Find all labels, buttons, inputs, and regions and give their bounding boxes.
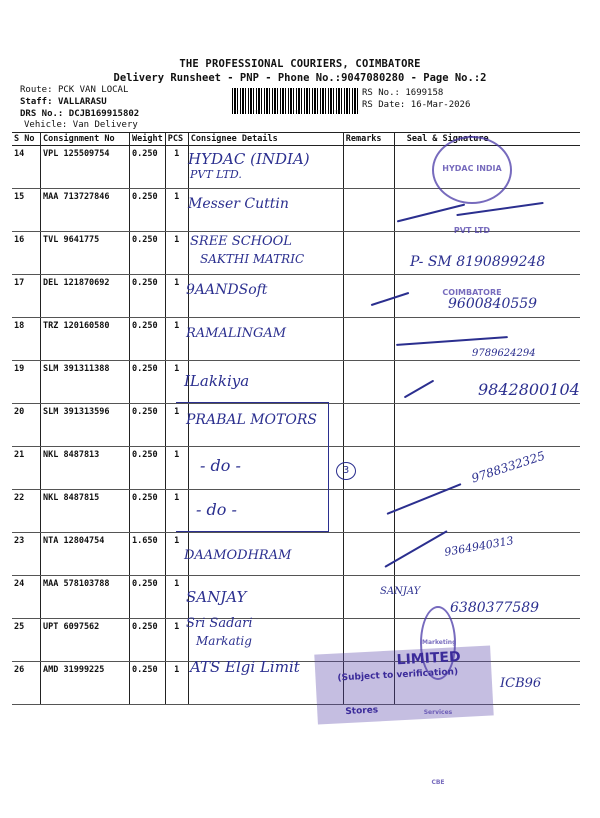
- drs-line: DRS No.: DCJB169915802: [20, 109, 140, 119]
- cell-pcs: 1: [165, 576, 188, 619]
- cell-consignment: AMD 31999225: [41, 662, 130, 705]
- cell-pcs: 1: [165, 232, 188, 275]
- cell-pcs: 1: [165, 404, 188, 447]
- cell-sno: 23: [12, 533, 41, 576]
- runsheet-title: Delivery Runsheet - PNP - Phone No.:9047080280 - Page No.:2: [113, 72, 487, 84]
- cell-pcs: 1: [165, 490, 188, 533]
- cell-consignment: MAA 578103788: [41, 576, 130, 619]
- cell-consignment: DEL 121870692: [41, 275, 130, 318]
- cell-sno: 16: [12, 232, 41, 275]
- hw-phone-16: P- SM 8190899248: [410, 254, 546, 270]
- cell-sno: 24: [12, 576, 41, 619]
- company-title: THE PROFESSIONAL COURIERS, COIMBATORE: [179, 58, 421, 70]
- cell-pcs: 1: [165, 189, 188, 232]
- cell-sno: 20: [12, 404, 41, 447]
- stamp-limited: LIMITED: [396, 649, 462, 669]
- cell-sno: 17: [12, 275, 41, 318]
- hw-phone-18: 9789624294: [472, 348, 536, 359]
- col-weight: Weight: [130, 133, 166, 146]
- cell-signature: [394, 490, 580, 533]
- cell-pcs: 1: [165, 447, 188, 490]
- col-pcs: PCS: [165, 133, 188, 146]
- hw-consignee-14b: PVT LTD.: [190, 168, 242, 181]
- cell-pcs: 1: [165, 361, 188, 404]
- cell-weight: 0.250: [130, 576, 166, 619]
- hw-consignee-17: 9AANDSoft: [186, 282, 268, 298]
- hw-consignee-14: HYDAC (INDIA): [188, 150, 310, 168]
- hw-consignee-16: SREE SCHOOL: [190, 234, 292, 249]
- barcode: [232, 88, 358, 114]
- hw-phone-19: 9842800104: [478, 380, 580, 399]
- cell-remarks: [343, 318, 394, 361]
- col-sno: S No: [12, 133, 41, 146]
- cell-consignment: NKL 8487815: [41, 490, 130, 533]
- cell-consignment: NKL 8487813: [41, 447, 130, 490]
- route-line: Route: PCK VAN LOCAL: [20, 85, 129, 95]
- cell-remarks: [343, 490, 394, 533]
- hw-phone-17: 9600840559: [448, 296, 538, 312]
- cell-consignment: TRZ 120160580: [41, 318, 130, 361]
- cell-remarks: [343, 404, 394, 447]
- hw-consignee-25b: Markatig: [196, 634, 252, 648]
- rs-info: [362, 87, 470, 111]
- cell-weight: 0.250: [130, 275, 166, 318]
- hw-consignee-19: ILakkiya: [184, 372, 250, 390]
- col-signature: Seal & Signature: [394, 133, 580, 146]
- cell-remarks: [343, 576, 394, 619]
- hw-consignee-16b: SAKTHI MATRIC: [200, 252, 305, 266]
- hw-consignee-24: SANJAY: [186, 588, 247, 606]
- cell-sno: 25: [12, 619, 41, 662]
- rs-no: RS No.: 1699158: [362, 88, 444, 98]
- cell-weight: 0.250: [130, 361, 166, 404]
- cell-remarks: [343, 189, 394, 232]
- cell-sno: 26: [12, 662, 41, 705]
- same-consignee-bracket: [176, 402, 329, 532]
- cell-pcs: 1: [165, 146, 188, 189]
- cell-weight: 0.250: [130, 318, 166, 361]
- cell-sno: 15: [12, 189, 41, 232]
- hydac-seal: HYDAC INDIA PVT LTD COIMBATORE: [432, 136, 512, 204]
- cbe-seal: Marketing Services CBE: [420, 606, 456, 680]
- cell-signature: [394, 404, 580, 447]
- col-consignment: Consignment No: [41, 133, 130, 146]
- rs-date: RS Date: 16-Mar-2026: [362, 100, 471, 110]
- hw-consignee-25: Sri Sadari: [186, 616, 253, 631]
- vehicle-line: Vehicle: Van Delivery: [24, 120, 138, 130]
- cell-remarks: [343, 361, 394, 404]
- cell-remarks: [343, 275, 394, 318]
- cell-pcs: 1: [165, 318, 188, 361]
- col-remarks: Remarks: [343, 133, 394, 146]
- hw-sign-24: SANJAY: [380, 586, 421, 597]
- hw-consignee-18: RAMALINGAM: [186, 326, 287, 341]
- cell-consignment: VPL 125509754: [41, 146, 130, 189]
- hw-sign-26: ICB96: [500, 676, 542, 691]
- cell-weight: 0.250: [130, 490, 166, 533]
- cell-consignment: NTA 12804754: [41, 533, 130, 576]
- cell-weight: 1.650: [130, 533, 166, 576]
- hw-consignee-26: ATS Elgi Limit: [190, 658, 300, 676]
- cell-sno: 18: [12, 318, 41, 361]
- hw-consignee-21: - do -: [200, 456, 241, 475]
- cell-weight: 0.250: [130, 619, 166, 662]
- cell-consignment: SLM 391313596: [41, 404, 130, 447]
- hw-phone-22: 9788332325: [469, 448, 547, 486]
- cell-consignment: UPT 6097562: [41, 619, 130, 662]
- cell-pcs: 1: [165, 662, 188, 705]
- cell-pcs: 1: [165, 619, 188, 662]
- hw-consignee-23: DAAMODHRAM: [184, 548, 292, 563]
- stamp-subject: (Subject to verification): [337, 667, 459, 684]
- cell-consignment: TVL 9641775: [41, 232, 130, 275]
- hw-consignee-20: PRABAL MOTORS: [186, 412, 317, 428]
- cell-weight: 0.250: [130, 146, 166, 189]
- hw-consignee-22: - do -: [196, 500, 237, 519]
- hw-phone-23: 9364940313: [443, 534, 515, 559]
- cell-weight: 0.250: [130, 447, 166, 490]
- cell-sno: 14: [12, 146, 41, 189]
- cell-weight: 0.250: [130, 662, 166, 705]
- cell-pcs: 1: [165, 533, 188, 576]
- cell-weight: 0.250: [130, 189, 166, 232]
- cell-remarks: [343, 232, 394, 275]
- cell-remarks: [343, 146, 394, 189]
- hw-phone-25: 6380377589: [450, 600, 540, 616]
- cell-sno: 19: [12, 361, 41, 404]
- cell-sno: 22: [12, 490, 41, 533]
- count-circle: 3: [336, 462, 356, 480]
- limited-stamp: [314, 645, 493, 724]
- cell-sno: 21: [12, 447, 41, 490]
- cell-weight: 0.250: [130, 404, 166, 447]
- cell-consignment: MAA 713727846: [41, 189, 130, 232]
- hw-consignee-15: Messer Cuttin: [188, 196, 289, 212]
- stamp-stores: Stores: [345, 705, 379, 718]
- staff-line: Staff: VALLARASU: [20, 97, 107, 107]
- col-consignee: Consignee Details: [188, 133, 343, 146]
- cell-consignment: SLM 391311388: [41, 361, 130, 404]
- table-row: [12, 619, 580, 662]
- cell-weight: 0.250: [130, 232, 166, 275]
- cell-pcs: 1: [165, 275, 188, 318]
- cell-remarks: [343, 533, 394, 576]
